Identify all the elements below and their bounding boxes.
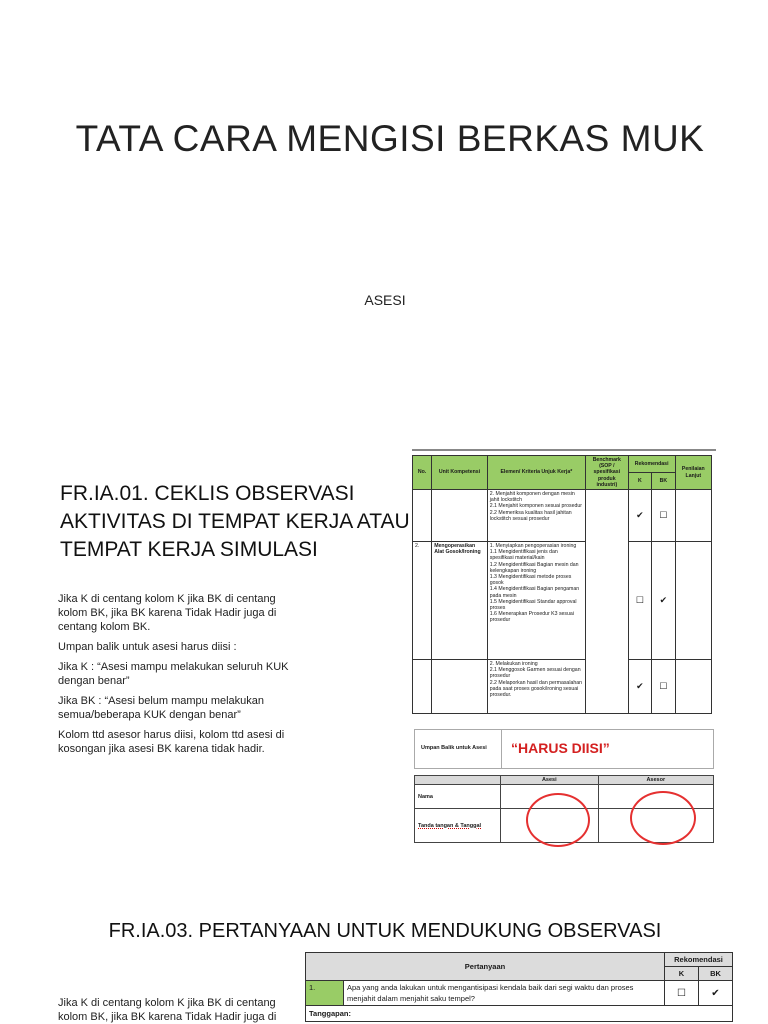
header-bk: BK bbox=[699, 967, 733, 981]
checkbox-k-checked[interactable]: ✔ bbox=[628, 490, 651, 542]
signature-col-asesor: Asesor bbox=[598, 776, 713, 785]
cell-unit bbox=[432, 490, 488, 542]
cell-elemen: 1. Menyiapkan pengoperasian ironing 1.1 Mengidentifikasi jenis dan spesifikasi material/kain 1.2 Mengidentifikasi Bagian mesin dan kelengkapan ironing 1.3 Mengidentifikasi metode proses gosok 1.4 Mengidentifikasi Bagian pengaman pada mesin 1.5 Mengidentifikasi Standar approval proses 1.6 Menerapkan Prosedur K3 sesuai prosedur bbox=[487, 542, 585, 660]
section1-paragraph: Umpan balik untuk asesi harus diisi : bbox=[58, 641, 237, 653]
cell-unit bbox=[432, 660, 488, 714]
section2-body: Jika K di centang kolom K jika BK di centang kolom BK, jika BK karena Tidak Hadir juga di bbox=[58, 997, 277, 1023]
cell-no bbox=[413, 490, 432, 542]
table-row bbox=[413, 542, 712, 660]
observation-table bbox=[412, 449, 716, 714]
section2-heading-text: FR.IA.03. PERTANYAAN UNTUK MENDUKUNG OBSERVASI bbox=[108, 920, 662, 942]
feedback-box bbox=[414, 729, 714, 769]
header-no: No. bbox=[413, 456, 432, 490]
checkbox-k-checked[interactable]: ✔ bbox=[628, 660, 651, 714]
tanggapan-label: Tanggapan: bbox=[306, 1006, 733, 1022]
checkbox-bk[interactable]: ☐ bbox=[652, 660, 675, 714]
table-row bbox=[413, 660, 712, 714]
signature-row-nama: Nama bbox=[415, 785, 501, 809]
checkbox-bk-checked[interactable]: ✔ bbox=[699, 981, 733, 1006]
checkbox-bk-checked[interactable]: ✔ bbox=[652, 542, 675, 660]
header-rekomendasi: Rekomendasi bbox=[628, 456, 675, 473]
cell-elemen: 2. Melakukan ironing 2.1 Menggosok Garmen sesuai dengan prosedur 2.2 Melaporkan hasil dan permasalahan pada saat proses gosok/ironing sesuai prosedur. bbox=[487, 660, 585, 714]
header-unit: Unit Kompetensi bbox=[432, 456, 488, 490]
section2-heading bbox=[0, 920, 768, 943]
section1-paragraph: Kolom ttd asesor harus diisi, kolom ttd asesi di kosongan jika asesi BK karena tidak hadir. bbox=[58, 729, 285, 755]
pertanyaan-table bbox=[305, 952, 733, 1022]
slide-title: TATA CARA MENGISI BERKAS MUK bbox=[75, 118, 705, 159]
header-k: K bbox=[628, 473, 651, 490]
section1-paragraph: Jika BK : “Asesi belum mampu melakukan semua/beberapa KUK dengan benar” bbox=[58, 695, 265, 721]
signature-corner bbox=[415, 776, 501, 785]
section1-body bbox=[58, 592, 298, 762]
question-text: Apa yang anda lakukan untuk mengantisipasi kendala baik dari segi waktu dan proses menjahit dalam menjahit saku tempel? bbox=[344, 981, 665, 1006]
red-circle-marker bbox=[526, 793, 590, 847]
rekomendasi-header: Rekomendasi bbox=[665, 953, 733, 967]
cell-benchmark bbox=[585, 490, 628, 714]
pertanyaan-header: Pertanyaan bbox=[306, 953, 665, 981]
signature-table bbox=[414, 775, 714, 843]
cell-penilaian bbox=[675, 490, 711, 542]
section1-paragraph: Jika K di centang kolom K jika BK di centang kolom BK, jika BK karena Tidak Hadir juga di centang kolom BK. bbox=[58, 593, 277, 633]
feedback-label: Umpan Balik untuk Asesi bbox=[421, 745, 487, 751]
header-penilaian: Penilaian Lanjut bbox=[675, 456, 711, 490]
section1-heading: FR.IA.01. CEKLIS OBSERVASI AKTIVITAS DI TEMPAT KERJA ATAU TEMPAT KERJA SIMULASI bbox=[60, 482, 410, 561]
signature-row-ttd: Tanda tangan & Tanggal bbox=[415, 809, 501, 843]
checkbox-bk[interactable]: ☐ bbox=[652, 490, 675, 542]
header-elemen: Elemen/ Kriteria Unjuk Kerja* bbox=[487, 456, 585, 490]
slide-subtitle: ASESI bbox=[364, 292, 406, 308]
feedback-divider bbox=[501, 730, 502, 768]
cell-no bbox=[413, 660, 432, 714]
signature-col-asesi: Asesi bbox=[501, 776, 599, 785]
checkbox-k[interactable]: ☐ bbox=[628, 542, 651, 660]
section1-paragraph: Jika K : “Asesi mampu melakukan seluruh KUK dengan benar” bbox=[58, 661, 289, 687]
cell-no: 2. bbox=[413, 542, 432, 660]
header-bk: BK bbox=[652, 473, 675, 490]
header-k: K bbox=[665, 967, 699, 981]
cell-unit: Mengoperasikan Alat Gosok/Ironing bbox=[432, 542, 488, 660]
cell-penilaian bbox=[675, 542, 711, 660]
table-row bbox=[306, 981, 733, 1006]
red-circle-marker bbox=[630, 791, 696, 845]
checkbox-k[interactable]: ☐ bbox=[665, 981, 699, 1006]
header-benchmark: Benchmark (SOP / spesifikasi produk industri) bbox=[585, 456, 628, 490]
cell-penilaian bbox=[675, 660, 711, 714]
table-row bbox=[413, 490, 712, 542]
cell-elemen: 2. Menjahit komponen dengan mesin jahit lockstitch 2.1 Menjahit komponen sesuai prosedur 2.2 Memeriksa kualitas hasil jahitan lockstitch sesuai prosedur bbox=[487, 490, 585, 542]
question-number: 1. bbox=[306, 981, 344, 1006]
feedback-value[interactable]: “HARUS DIISI” bbox=[511, 740, 610, 756]
